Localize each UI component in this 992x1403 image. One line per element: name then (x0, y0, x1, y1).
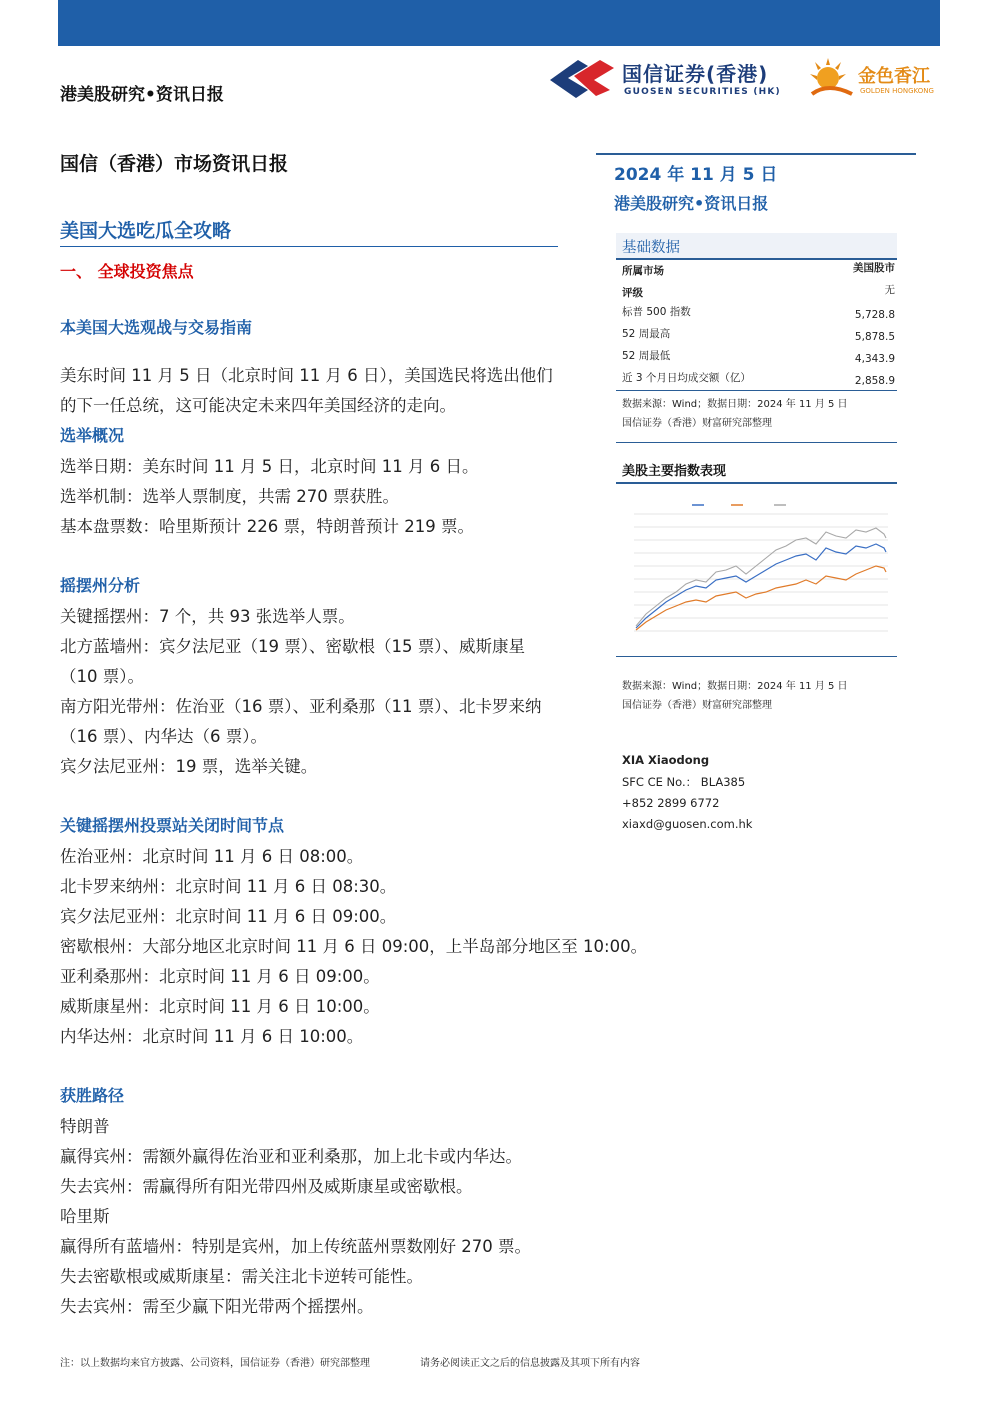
guosen-logo-english: GUOSEN SECURITIES (HK) (624, 87, 781, 97)
header-series-title: 港美股研究•资讯日报 (60, 85, 224, 105)
guide-heading: 本美国大选观战与交易指南 (60, 318, 253, 337)
basic-data-value: 5,728.8 (854, 309, 895, 321)
basic-data-value: 无 (884, 284, 895, 296)
report-date: 2024 年 11 月 5 日 (614, 165, 778, 185)
intro-paragraph-line: 的下一任总统，这可能决定未来四年美国经济的走向。 (60, 396, 456, 415)
basic-data-label: 52 周最高 (622, 328, 671, 340)
swing-line: （10 票）。 (60, 667, 144, 686)
section-title: 美国大选吃瓜全攻略 (60, 220, 232, 242)
intro-paragraph-line: 美东时间 11 月 5 日（北京时间 11 月 6 日），美国选民将选出他们 (60, 366, 553, 385)
data-source-note: 国信证券（香港）财富研究部整理 (622, 418, 772, 429)
poll-close-line: 佐治亚州：北京时间 11 月 6 日 08:00。 (60, 847, 364, 866)
overview-line: 选举日期：美东时间 11 月 5 日，北京时间 11 月 6 日。 (60, 457, 479, 476)
overview-line: 选举机制：选举人票制度，共需 270 票获胜。 (60, 487, 399, 506)
data-source-note: 数据来源：Wind；数据日期：2024 年 11 月 5 日 (622, 681, 848, 692)
analyst-phone: +852 2899 6772 (622, 796, 720, 810)
golden-hongkong-logo-text: 金色香江 (858, 66, 930, 87)
index-chart-image (616, 484, 897, 654)
win-path-heading: 获胜路径 (60, 1086, 125, 1105)
swing-line: 北方蓝墙州：宾夕法尼亚（19 票）、密歇根（15 票）、威斯康星 (60, 637, 525, 656)
swing-heading: 摇摆州分析 (60, 576, 141, 595)
report-title: 国信（香港）市场资讯日报 (60, 153, 289, 175)
poll-close-line: 威斯康星州：北京时间 11 月 6 日 10:00。 (60, 997, 380, 1016)
poll-close-line: 北卡罗来纳州：北京时间 11 月 6 日 08:30。 (60, 877, 397, 896)
overview-heading: 选举概况 (60, 426, 125, 445)
index-chart-title: 美股主要指数表现 (622, 464, 727, 479)
swing-line: 宾夕法尼亚州：19 票，选举关键。 (60, 757, 318, 776)
win-path-line: 赢得宾州：需额外赢得佐治亚和亚利桑那，加上北卡或内华达。 (60, 1147, 522, 1166)
basic-data-label: 52 周最低 (622, 350, 671, 362)
basic-data-value: 5,878.5 (854, 331, 895, 343)
poll-close-line: 内华达州：北京时间 11 月 6 日 10:00。 (60, 1027, 364, 1046)
poll-close-line: 亚利桑那州：北京时间 11 月 6 日 09:00。 (60, 967, 380, 986)
basic-data-value: 4,343.9 (854, 353, 895, 365)
swing-line: 南方阳光带州：佐治亚（16 票）、亚利桑那（11 票）、北卡罗来纳 (60, 697, 542, 716)
sidebar-subtitle: 港美股研究•资讯日报 (614, 194, 769, 213)
sidebar-top-rule (596, 153, 916, 155)
golden-hongkong-sun-icon (806, 54, 858, 100)
footer-disclaimer: 请务必阅读正文之后的信息披露及其项下所有内容 (420, 1358, 640, 1369)
golden-hongkong-logo-english: GOLDEN HONGKONG (860, 87, 934, 95)
data-source-note: 国信证券（香港）财富研究部整理 (622, 700, 772, 711)
win-path-line: 特朗普 (60, 1117, 110, 1136)
footer-note: 注：以上数据均来官方披露、公司资料，国信证券（香港）研究部整理 (60, 1358, 370, 1369)
win-path-line: 失去宾州：需至少赢下阳光带两个摇摆州。 (60, 1297, 374, 1316)
basic-data-title: 基础数据 (622, 240, 680, 256)
win-path-line: 哈里斯 (60, 1207, 110, 1226)
index-performance-chart (616, 482, 897, 657)
win-path-line: 赢得所有蓝墙州：特别是宾州，加上传统蓝州票数刚好 270 票。 (60, 1237, 531, 1256)
basic-data-label: 标普 500 指数 (622, 306, 691, 318)
win-path-line: 失去密歇根或威斯康星：需关注北卡逆转可能性。 (60, 1267, 423, 1286)
poll-close-line: 宾夕法尼亚州：北京时间 11 月 6 日 09:00。 (60, 907, 397, 926)
section-divider (60, 246, 558, 247)
analyst-sfc: SFC CE No.： BLA385 (622, 775, 746, 789)
analyst-name: XIA Xiaodong (622, 753, 710, 767)
analyst-email[interactable]: xiaxd@guosen.com.hk (622, 817, 753, 831)
data-source-note: 数据来源：Wind；数据日期：2024 年 11 月 5 日 (622, 399, 848, 410)
basic-data-value: 美国股市 (853, 262, 895, 274)
basic-data-label: 所属市场 (622, 265, 664, 277)
swing-line: （16 票）、内华达（6 票）。 (60, 727, 267, 746)
basic-data-value: 2,858.9 (854, 375, 895, 387)
poll-close-heading: 关键摇摆州投票站关闭时间节点 (60, 816, 285, 835)
top-color-bar (58, 0, 940, 46)
section-rule (616, 442, 897, 443)
overview-line: 基本盘票数：哈里斯预计 226 票，特朗普预计 219 票。 (60, 517, 474, 536)
basic-data-label: 评级 (622, 287, 643, 299)
guosen-logo-text: 国信证券(香港) (622, 62, 769, 86)
win-path-line: 失去宾州：需赢得所有阳光带四州及威斯康星或密歇根。 (60, 1177, 473, 1196)
basic-data-label: 近 3 个月日均成交额（亿） (622, 372, 751, 384)
swing-line: 关键摇摆州：7 个，共 93 张选举人票。 (60, 607, 355, 626)
basic-data-bottom-rule (616, 390, 897, 391)
poll-close-line: 密歇根州：大部分地区北京时间 11 月 6 日 09:00，上半岛部分地区至 10:00。 (60, 937, 648, 956)
subsection-title: 一、 全球投资焦点 (60, 262, 194, 281)
